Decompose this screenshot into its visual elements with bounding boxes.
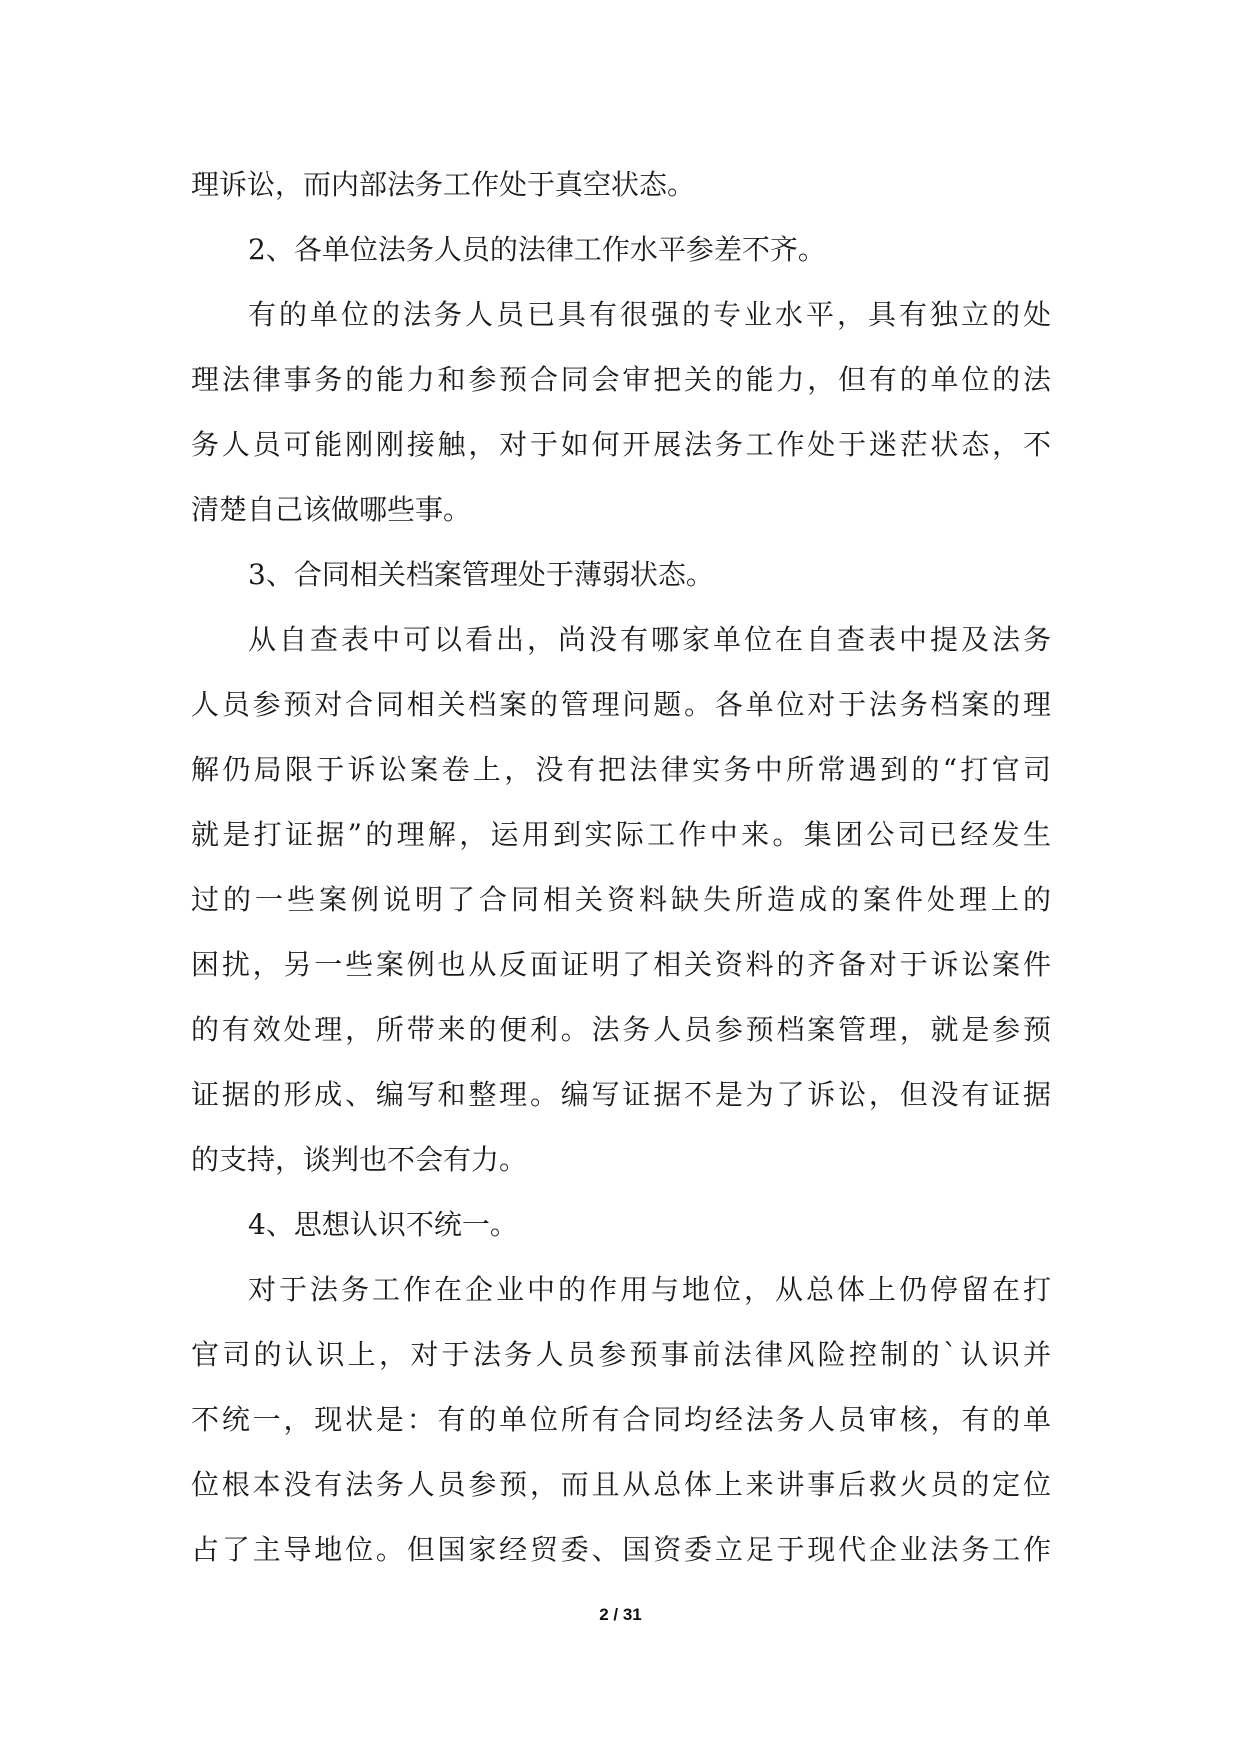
text-line: 的支持，谈判也不会有力。 <box>191 1143 528 1176</box>
text-line: 就是打证据”的理解，运用到实际工作中来。集团公司已经发生 <box>191 818 1051 851</box>
text-line: 占了主导地位。但国家经贸委、国资委立足于现代企业法务工作 <box>191 1533 1051 1566</box>
body-text <box>191 152 1051 1582</box>
text-line: 的有效处理，所带来的便利。法务人员参预档案管理，就是参预 <box>191 1013 1051 1046</box>
text-line: 理诉讼，而内部法务工作处于真空状态。 <box>191 168 696 201</box>
page-number: 2 / 31 <box>599 1605 642 1624</box>
text-line: 官司的认识上，对于法务人员参预事前法律风险控制的`认识并 <box>191 1338 1051 1371</box>
text-line: 4、思想认识不统一。 <box>248 1208 518 1241</box>
text-line: 2、各单位法务人员的法律工作水平参差不齐。 <box>248 233 826 266</box>
text-line: 有的单位的法务人员已具有很强的专业水平，具有独立的处 <box>248 298 1051 331</box>
text-line: 位根本没有法务人员参预，而且从总体上来讲事后救火员的定位 <box>191 1468 1051 1501</box>
text-line: 从自查表中可以看出，尚没有哪家单位在自查表中提及法务 <box>248 623 1051 656</box>
text-line: 3、合同相关档案管理处于薄弱状态。 <box>248 558 714 591</box>
text-line: 过的一些案例说明了合同相关资料缺失所造成的案件处理上的 <box>191 883 1051 916</box>
text-line: 解仍局限于诉讼案卷上，没有把法律实务中所常遇到的“打官司 <box>191 753 1051 786</box>
text-line: 不统一，现状是：有的单位所有合同均经法务人员审核，有的单 <box>191 1403 1051 1436</box>
text-line: 理法律事务的能力和参预合同会审把关的能力，但有的单位的法 <box>191 363 1051 396</box>
text-line: 人员参预对合同相关档案的管理问题。各单位对于法务档案的理 <box>191 688 1051 721</box>
text-line: 对于法务工作在企业中的作用与地位，从总体上仍停留在打 <box>248 1273 1051 1306</box>
text-line: 证据的形成、编写和整理。编写证据不是为了诉讼，但没有证据 <box>191 1078 1051 1111</box>
text-line: 困扰，另一些案例也从反面证明了相关资料的齐备对于诉讼案件 <box>191 948 1051 981</box>
text-line: 务人员可能刚刚接触，对于如何开展法务工作处于迷茫状态，不 <box>191 428 1051 461</box>
text-line: 清楚自己该做哪些事。 <box>191 493 472 526</box>
